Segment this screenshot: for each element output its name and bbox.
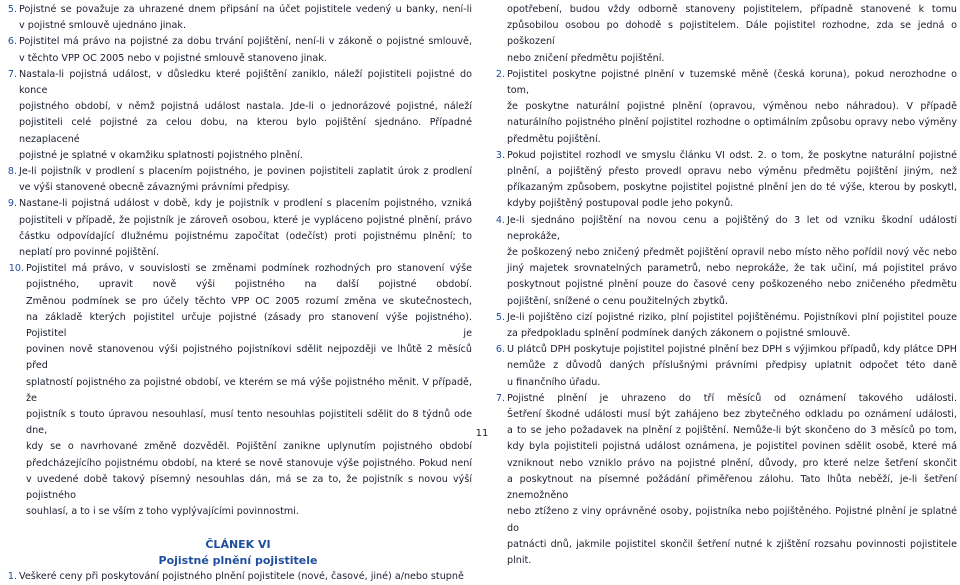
item-number: 8. bbox=[7, 166, 17, 178]
text-line: ve výši stanovené obecně závaznými právními předpisy. bbox=[19, 182, 290, 194]
text-line: pojištění, snížené o cenu použitelných zbytků. bbox=[507, 295, 729, 307]
text-line: předcházejícího pojistnému období, na které se nově stanovuje výše pojistného. Pokud není bbox=[26, 457, 472, 469]
item-number: 7. bbox=[495, 392, 505, 404]
text-line: způsobilou osobou po dohodě s pojistitelem. Dále pojistitel rozhodne, zda se jedná o poškození bbox=[507, 20, 957, 48]
item-number: 5. bbox=[495, 311, 505, 323]
text-line: v pojistné smlouvě ujednáno jinak. bbox=[19, 20, 186, 32]
text-line: Pojistné se považuje za uhrazené dnem připsání na účet pojistitele vedený u banky, není-li bbox=[19, 4, 472, 15]
continued-paragraph bbox=[492, 2, 957, 67]
text-line: Pojistitel má právo, v souvislosti se změnami podmínek rozhodných pro stanovení výše bbox=[26, 263, 472, 275]
text-line: nemůže z důvodů daných příslušnými právními předpisy uplatnit odpočet této daně bbox=[507, 360, 957, 372]
text-line: že poskytne naturální pojistné plnění (opravou, výměnou nebo náhradou). V případě bbox=[507, 101, 957, 113]
item-number: 4. bbox=[495, 214, 505, 226]
text-line: Pojistitel poskytne pojistné plnění v tuzemské měně (česká koruna), pokud nerozhodne o tom, bbox=[507, 68, 957, 97]
text-line: vzniknout nebo vzniklo právo na pojistné plnění, důvody, pro které nelze šetření skončit bbox=[507, 457, 957, 469]
text-line: Nastala-li pojistná událost, v důsledku které pojištění zaniklo, náleží pojistiteli pojistné do konce bbox=[19, 68, 472, 97]
text-line: pojistiteli celé pojistné za celou dobu, na kterou bylo pojištění sjednáno. Případné nezaplacené bbox=[19, 117, 472, 145]
text-line: v uvedené době takový písemný nesouhlas dán, má se za to, že pojistník s novou výší pojistného bbox=[26, 473, 472, 502]
text-line: naturálního pojistného plnění pojistitel rozhodne o optimálním způsobu opravy nebo výměny bbox=[507, 117, 957, 129]
text-line: patnácti dnů, jakmile pojistitel skončil šetření nutné k zjištění rozsahu povinnosti pojistitele plnit. bbox=[507, 538, 957, 566]
item-text bbox=[19, 196, 472, 261]
item-text bbox=[26, 261, 472, 520]
spacer bbox=[4, 521, 472, 537]
text-line: předmětu pojištění. bbox=[507, 133, 601, 145]
text-line: Nastane-li pojistná událost v době, kdy je pojistník v prodlení s placením pojistného, vzniká bbox=[19, 198, 472, 210]
text-line: neplatí pro povinné pojištění. bbox=[19, 247, 159, 259]
right-column bbox=[492, 2, 957, 569]
list-item bbox=[492, 391, 957, 569]
list-item bbox=[492, 67, 957, 148]
text-line: a to se jeho požadavek na plnění z pojištění. Nemůže-li být skončeno do 3 měsíců po tom, bbox=[507, 425, 957, 437]
item-text bbox=[507, 213, 957, 310]
text-line: Je-li sjednáno pojištění na novou cenu a pojištěný do 3 let od vzniku škodní události neprokáže, bbox=[507, 214, 957, 242]
text-line: za předpokladu splnění podmínek daných zákonem o pojistné smlouvě. bbox=[507, 328, 851, 340]
list-item bbox=[4, 261, 472, 520]
text-line: povinen nově stanovenou výši pojistného pojistníkovi sdělit nejpozději ve lhůtě 2 měsíců před bbox=[26, 344, 472, 372]
list-item bbox=[4, 569, 472, 585]
page-number: 11 bbox=[475, 428, 489, 439]
text-line: a poskytnout na písemné požádání přiměřenou zálohu. Tato lhůta neběží, je-li šetření znemožněno bbox=[507, 473, 957, 502]
text-line: kdy byla pojistiteli pojistná událost oznámena, je pojistitel povinen sdělit osobě, které má bbox=[507, 441, 957, 453]
text-line: pojistného období, v němž pojistná událost nastala. Jde-li o jednorázové pojistné, náleží bbox=[19, 101, 472, 113]
list-item bbox=[4, 2, 472, 34]
list-item bbox=[4, 34, 472, 66]
text-line: plnění, a pojištěný přesto provedl opravu nebo výměnu předmětu pojištění jiným, než bbox=[507, 166, 957, 178]
text-line: kdyby pojištěný postupoval podle jeho pokynů. bbox=[507, 198, 734, 210]
text-line: pojistiteli v případě, že pojistník je zároveň osobou, které je vypláceno pojistné plnění, právo bbox=[19, 214, 472, 226]
text-line: příkazaným způsobem, poskytne pojistitel pojistné plnění jen do té výše, kterou by poskytl, bbox=[507, 182, 957, 194]
text-line: Pokud pojistitel rozhodl ve smyslu článku VI odst. 2. o tom, že poskytne naturální pojistné bbox=[507, 149, 957, 161]
left-column bbox=[4, 2, 472, 585]
text-line: Je-li pojištěno cizí pojistné riziko, plní pojistitel pojištěnému. Pojistníkovi plní pojistitel pouze bbox=[507, 311, 957, 323]
text-line: v těchto VPP OC 2005 nebo v pojistné smlouvě stanoveno jinak. bbox=[19, 52, 327, 64]
chapter-subtitle: Pojistné plnění pojistitele bbox=[158, 553, 318, 567]
item-number: 6. bbox=[495, 344, 505, 356]
text-line: U plátců DPH poskytuje pojistitel pojistné plnění bez DPH s výjimkou případů, kdy plátce DPH bbox=[507, 344, 957, 356]
item-text bbox=[507, 148, 957, 213]
list-item bbox=[4, 196, 472, 261]
text-line: splatností pojistného za pojistné období, ve kterém se má výše pojistného měnit. V případě, že bbox=[26, 376, 472, 404]
list-item bbox=[492, 342, 957, 391]
text-line: pojistného, upravit nově výši pojistného na další pojistné období. bbox=[26, 279, 472, 291]
text-line: na základě kterých pojistitel určuje pojistné (zásady pro stanovení výše pojistného). Pojistitel je bbox=[26, 311, 472, 340]
item-number: 7. bbox=[7, 68, 17, 80]
list-item bbox=[492, 213, 957, 310]
text-line: nebo ztíženo z viny oprávněné osoby, pojistníka nebo pojištěného. Pojistné plnění je splatné do bbox=[507, 506, 957, 534]
text-line: kdy se o navrhované změně dozvěděl. Pojištění zanikne uplynutím pojistného období bbox=[26, 441, 472, 453]
item-text bbox=[19, 2, 472, 34]
item-text bbox=[507, 342, 957, 391]
text-line: že poškozený nebo zničený předmět pojištění opravil nebo místo něho pořídil nový věc nebo bbox=[507, 247, 957, 259]
text-line: u finančního úřadu. bbox=[507, 376, 601, 388]
item-number: 5. bbox=[7, 4, 17, 15]
item-number: 2. bbox=[495, 68, 505, 80]
text-line: částku odpovídající dlužnému pojistnému započítat (odečíst) proti pojistnému plnění; to bbox=[19, 230, 472, 242]
item-number: 10. bbox=[8, 263, 24, 275]
text-line: poskytnout pojistné plnění pouze do časové ceny poškozeného nebo zničeného předmětu bbox=[507, 279, 957, 291]
list-item bbox=[492, 310, 957, 342]
text-line: Změnou podmínek se pro účely těchto VPP OC 2005 rozumí změna ve skutečnostech, bbox=[26, 295, 472, 307]
text-line: pojistník s touto úpravou nesouhlasí, musí tento nesouhlas pojistiteli sdělit do 8 týdnů ode dne, bbox=[26, 409, 472, 437]
list-item bbox=[4, 164, 472, 196]
item-text bbox=[507, 310, 957, 342]
item-text bbox=[19, 34, 472, 66]
item-number: 9. bbox=[7, 198, 17, 210]
text-line: Je-li pojistník v prodlení s placením pojistného, je povinen pojistiteli zaplatit úrok z prodlení bbox=[19, 166, 472, 178]
list-item bbox=[4, 67, 472, 164]
item-number: 6. bbox=[7, 36, 17, 48]
text-line: opotřebení, budou vždy odborně stanoveny pojistitelem, případně stanovené k tomu bbox=[507, 4, 957, 15]
text-line: Šetření škodné události musí být zahájeno bez zbytečného odkladu po oznámení události, bbox=[507, 409, 957, 421]
text-line: pojistné je splatné v okamžiku splatnosti pojistného plnění. bbox=[19, 149, 303, 161]
item-text bbox=[507, 67, 957, 148]
text-line: Pojistné plnění je uhrazeno do tří měsíců od oznámení takového události. bbox=[507, 392, 957, 404]
item-text: Veškeré ceny při poskytování pojistného plnění pojistitele (nové, časové, jiné) a/nebo stupně bbox=[19, 570, 464, 582]
chapter-title: ČLÁNEK VI bbox=[205, 537, 271, 551]
text-line: souhlasí, a to i se vším z toho vyplývajícími povinnostmi. bbox=[26, 506, 299, 518]
list-item bbox=[492, 148, 957, 213]
item-number: 3. bbox=[495, 149, 505, 161]
item-text bbox=[19, 164, 472, 196]
item-text bbox=[19, 67, 472, 164]
item-text bbox=[507, 391, 957, 569]
text-line: nebo zničení předmětu pojištění. bbox=[507, 52, 665, 64]
item-number: 1. bbox=[7, 570, 17, 582]
text-line: jiný majetek srovnatelných parametrů, nebo neprokáže, že tak učiní, má pojistitel právo bbox=[507, 263, 957, 275]
text-line: Pojistitel má právo na pojistné za dobu trvání pojištění, není-li v zákoně o pojistné smlouvě, bbox=[19, 36, 472, 48]
